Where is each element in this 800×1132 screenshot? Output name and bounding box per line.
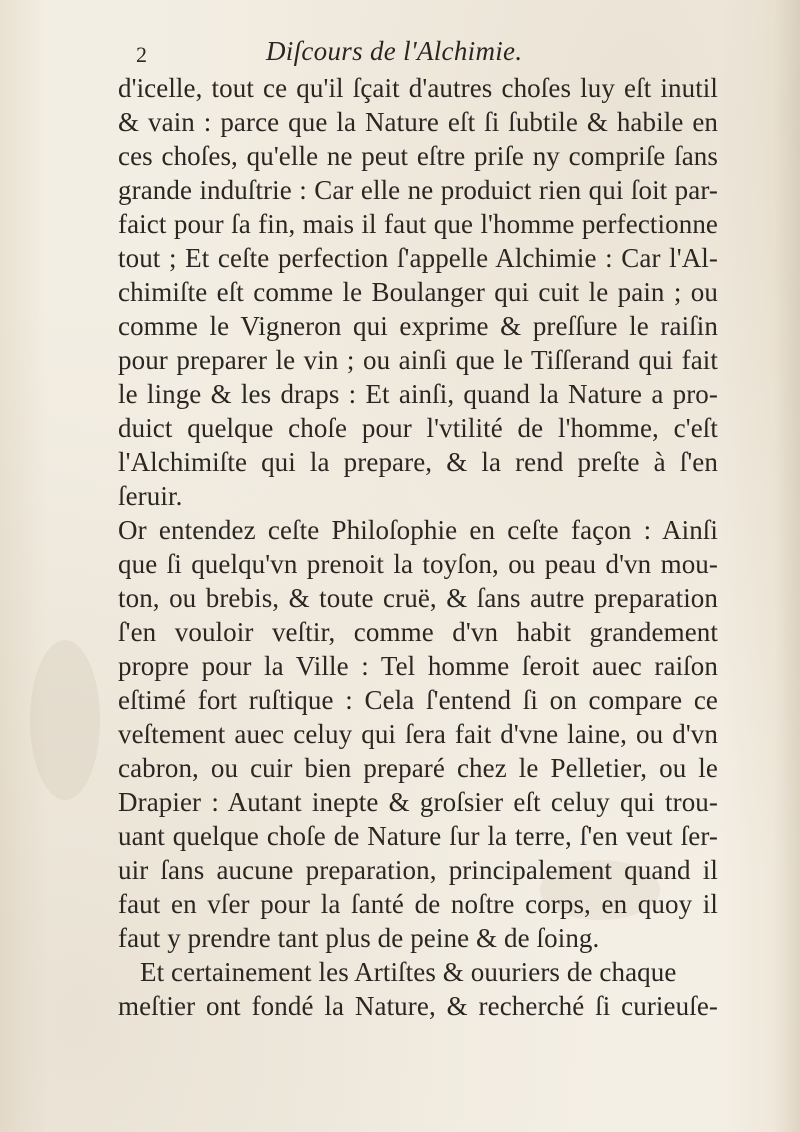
text-line: & vain : parce que la Nature eſt ſi ſubtile & habile en [118, 107, 718, 137]
text-line: meſtier ont fondé la Nature, & recherché ſi curieuſe- [118, 991, 718, 1021]
text-line: veſtement auec celuy qui ſera fait d'vne laine, ou d'vn [118, 719, 718, 749]
text-line: uir ſans aucune preparation, principalement quand il [118, 855, 718, 885]
text-line: faut y prendre tant plus de peine & de ſoing. [118, 923, 600, 953]
body-text [118, 71, 718, 1023]
text-line: ces choſes, qu'elle ne peut eſtre priſe ny compriſe ſans [118, 141, 718, 171]
text-line: faut en vſer pour la ſanté de noſtre corps, en quoy il [118, 889, 718, 919]
text-line: le linge & les draps : Et ainſi, quand la Nature a pro- [118, 379, 718, 409]
text-line: chimiſte eſt comme le Boulanger qui cuit le pain ; ou [118, 277, 718, 307]
text-line: d'icelle, tout ce qu'il ſçait d'autres choſes luy eſt inutil [118, 73, 718, 103]
text-line: cabron, ou cuir bien preparé chez le Pelletier, ou le [118, 753, 718, 783]
text-line: duict quelque choſe pour l'vtilité de l'homme, c'eſt [118, 413, 718, 443]
text-line: eſtimé fort ruſtique : Cela ſ'entend ſi on compare ce [118, 685, 718, 715]
text-line: grande induſtrie : Car elle ne produict rien qui ſoit par- [118, 175, 718, 205]
paragraph-start-line: Et certainement les Artiſtes & ouuriers de chaque [140, 957, 677, 987]
text-line: l'Alchimiſte qui la prepare, & la rend preſte à ſ'en [118, 447, 718, 477]
paragraph-start-line: Or entendez ceſte Philoſophie en ceſte façon : Ainſi [118, 515, 718, 545]
text-line: propre pour la Ville : Tel homme ſeroit auec raiſon [118, 651, 718, 681]
running-head [128, 34, 728, 70]
text-line: ſeruir. [118, 481, 183, 511]
text-line: faict pour ſa fin, mais il faut que l'homme perfectionne [118, 209, 718, 239]
text-line: comme le Vigneron qui exprime & preſſure le raiſin [118, 311, 718, 341]
page-edge-shadow [774, 0, 800, 1132]
paper-stain [30, 640, 100, 800]
text-line: que ſi quelqu'vn prenoit la toyſon, ou peau d'vn mou- [118, 549, 718, 579]
text-line: ton, ou brebis, & toute cruë, & ſans autre preparation [118, 583, 718, 613]
text-line: pour preparer le vin ; ou ainſi que le Tiſſerand qui fait [118, 345, 718, 375]
text-line: ſ'en vouloir veſtir, comme d'vn habit grandement [118, 617, 718, 647]
text-line: tout ; Et ceſte perfection ſ'appelle Alchimie : Car l'Al- [118, 243, 718, 273]
text-line: uant quelque choſe de Nature ſur la terre, ſ'en veut ſer- [118, 821, 718, 851]
page-number: 2 [136, 42, 147, 67]
running-title: Diſcours de l'Alchimie. [266, 36, 523, 66]
text-line: Drapier : Autant inepte & groſsier eſt celuy qui trou- [118, 787, 718, 817]
